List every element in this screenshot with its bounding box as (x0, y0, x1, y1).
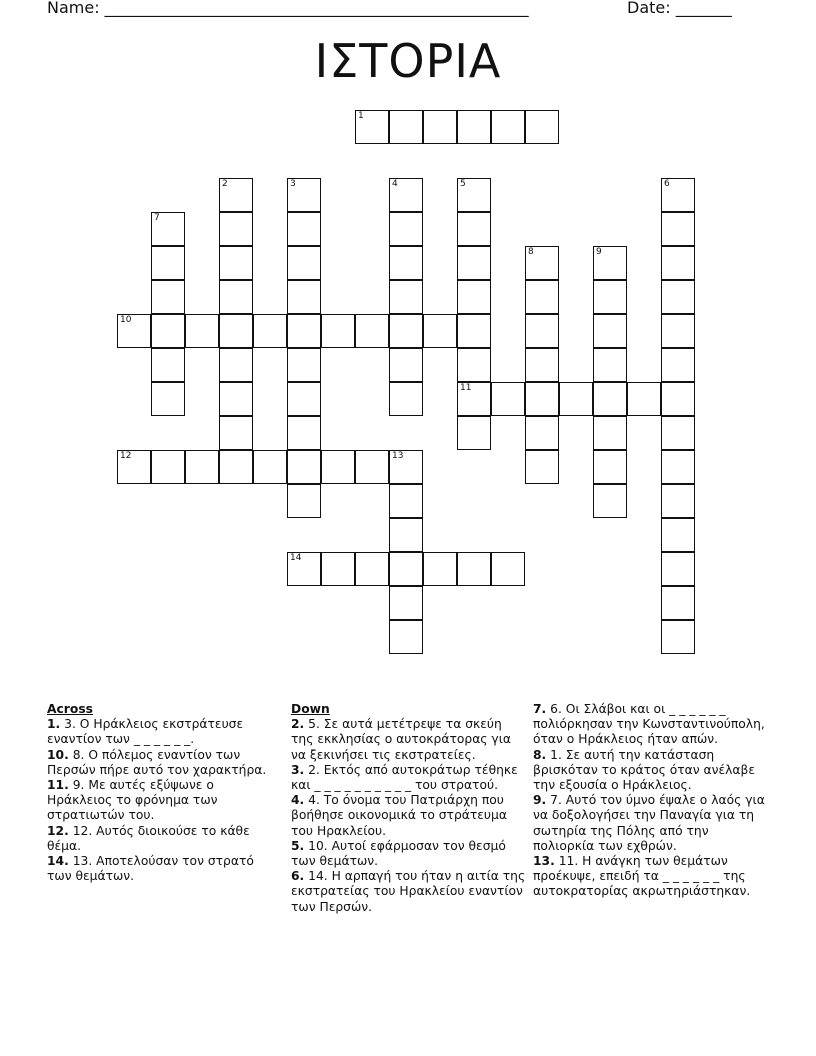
grid-cell[interactable] (525, 280, 559, 314)
clue-item-number: 14. (47, 854, 69, 869)
grid-cell[interactable] (661, 552, 695, 586)
grid-cell[interactable] (423, 314, 457, 348)
grid-cell[interactable] (525, 110, 559, 144)
grid-cell[interactable] (219, 314, 253, 348)
grid-cell[interactable] (219, 348, 253, 382)
clue-item-number: 12. (47, 823, 69, 838)
down-clues (291, 702, 527, 915)
grid-cell[interactable] (661, 586, 695, 620)
grid-cell[interactable] (661, 314, 695, 348)
grid-cell[interactable] (151, 382, 185, 416)
clue-item-text: 12. Αυτός διοικούσε το κάθε θέμα. (47, 823, 250, 853)
clue-item-number: 5. (291, 838, 305, 853)
grid-cell[interactable] (491, 110, 525, 144)
clue-item-number: 6. (291, 869, 305, 884)
grid-cell[interactable] (661, 178, 695, 212)
grid-cell[interactable] (287, 314, 321, 348)
down-clues-continued (533, 702, 771, 900)
grid-cell[interactable] (525, 348, 559, 382)
across-clue-list (47, 717, 275, 884)
grid-cell[interactable] (661, 382, 695, 416)
clue-item (291, 839, 527, 869)
grid-cell[interactable] (219, 416, 253, 450)
down-clue-list (291, 717, 527, 915)
clue-item-text: 5. Σε αυτά μετέτρεψε τα σκεύη της εκκλησίας ο αυτοκράτορας για να ξεκινήσει τις εκστρατείες. (291, 717, 511, 762)
grid-cell[interactable] (661, 280, 695, 314)
grid-cell[interactable] (457, 382, 491, 416)
clue-number: 4 (392, 179, 398, 189)
grid-cell[interactable] (525, 450, 559, 484)
grid-cell[interactable] (593, 348, 627, 382)
grid-cell[interactable] (287, 382, 321, 416)
clue-item-number: 9. (533, 793, 547, 808)
clue-item-number: 13. (533, 854, 555, 869)
grid-cell[interactable] (661, 246, 695, 280)
grid-cell[interactable] (219, 450, 253, 484)
grid-cell[interactable] (389, 178, 423, 212)
clue-item-text: 2. Εκτός από αυτοκράτωρ τέθηκε και _ _ _ _ _ _ _ _ _ _ του στρατού. (291, 762, 518, 793)
grid-cell[interactable] (151, 212, 185, 246)
grid-cell[interactable] (389, 212, 423, 246)
clue-item-number: 1. (47, 717, 61, 732)
clue-item (533, 793, 771, 854)
grid-cell[interactable] (593, 280, 627, 314)
clue-item-number: 10. (47, 747, 69, 762)
clue-number: 12 (120, 451, 132, 461)
grid-cell[interactable] (355, 552, 389, 586)
clue-item (47, 854, 275, 884)
grid-cell[interactable] (389, 246, 423, 280)
grid-cell[interactable] (151, 246, 185, 280)
grid-cell[interactable] (389, 314, 423, 348)
grid-cell[interactable] (389, 484, 423, 518)
grid-cell[interactable] (219, 280, 253, 314)
grid-cell[interactable] (457, 348, 491, 382)
grid-cell[interactable] (117, 450, 151, 484)
clue-item (533, 748, 771, 794)
clue-item-number: 2. (291, 717, 305, 732)
clue-number: 2 (222, 179, 228, 189)
grid-cell[interactable] (117, 314, 151, 348)
grid-cell[interactable] (525, 246, 559, 280)
clue-item-text: 11. Η ανάγκη των θεμάτων προέκυψε, επειδή τα _ _ _ _ _ _ της αυτοκρατορίας ακρωτηριάστηκαν. (533, 854, 751, 899)
grid-cell[interactable] (457, 110, 491, 144)
grid-cell[interactable] (593, 314, 627, 348)
grid-cell[interactable] (287, 416, 321, 450)
grid-cell[interactable] (389, 450, 423, 484)
clue-item-number: 7. (533, 702, 547, 716)
grid-cell[interactable] (287, 552, 321, 586)
grid-cell[interactable] (661, 620, 695, 654)
clue-item (533, 702, 771, 748)
grid-cell[interactable] (457, 552, 491, 586)
grid-cell[interactable] (287, 178, 321, 212)
clue-item-text: 13. Αποτελούσαν τον στρατό των θεμάτων. (47, 854, 254, 884)
clue-item-text: 14. Η αρπαγή του ήταν η αιτία της εκστρατείας του Ηρακλείου εναντίον των Περσών. (291, 869, 526, 914)
clue-item (47, 824, 275, 854)
grid-cell[interactable] (627, 382, 661, 416)
grid-cell[interactable] (593, 484, 627, 518)
grid-cell[interactable] (151, 348, 185, 382)
clue-item-text: 9. Με αυτές εξύψωνε ο Ηράκλειος το φρόνημα των στρατιωτών του. (47, 778, 218, 823)
grid-cell[interactable] (219, 178, 253, 212)
clue-number: 10 (120, 315, 132, 325)
clue-number: 8 (528, 247, 534, 257)
clue-number: 11 (460, 383, 472, 393)
clue-number: 7 (154, 213, 160, 223)
grid-cell[interactable] (321, 314, 355, 348)
across-clues (47, 702, 275, 884)
clue-item (291, 793, 527, 839)
grid-cell[interactable] (457, 314, 491, 348)
grid-cell[interactable] (219, 212, 253, 246)
clue-item (47, 717, 275, 747)
grid-cell[interactable] (593, 416, 627, 450)
page-title: ΙΣΤΟΡΙΑ (314, 34, 502, 88)
grid-cell[interactable] (457, 416, 491, 450)
clue-number: 3 (290, 179, 296, 189)
grid-cell[interactable] (661, 450, 695, 484)
clue-item (47, 778, 275, 824)
grid-cell[interactable] (661, 484, 695, 518)
grid-cell[interactable] (661, 212, 695, 246)
grid-cell[interactable] (593, 246, 627, 280)
grid-cell[interactable] (389, 518, 423, 552)
grid-cell[interactable] (491, 382, 525, 416)
grid-cell[interactable] (661, 348, 695, 382)
clue-number: 5 (460, 179, 466, 189)
grid-cell[interactable] (389, 280, 423, 314)
grid-cell[interactable] (321, 450, 355, 484)
clue-item-text: 1. Σε αυτή την κατάσταση βρισκόταν το κράτος όταν ανέλαβε την εξουσία ο Ηράκλειος. (533, 747, 756, 793)
grid-cell[interactable] (287, 484, 321, 518)
grid-cell[interactable] (423, 110, 457, 144)
date-field-label: Date: _______ (627, 0, 732, 17)
grid-cell[interactable] (389, 552, 423, 586)
clue-number: 6 (664, 179, 670, 189)
grid-cell[interactable] (355, 450, 389, 484)
clue-item-text: 8. Ο πόλεμος εναντίον των Περσών πήρε αυτό τον χαρακτήρα. (47, 747, 267, 777)
grid-cell[interactable] (457, 246, 491, 280)
clue-item-text: 7. Αυτό τον ύμνο έψαλε ο λαός για να δοξολογήσει την Παναγία για τη σωτηρία της Πόλης από την πολιορκία των εχθρών. (533, 793, 765, 853)
clue-item-number: 11. (47, 778, 69, 793)
grid-cell[interactable] (151, 450, 185, 484)
grid-cell[interactable] (185, 450, 219, 484)
grid-cell[interactable] (321, 552, 355, 586)
clue-number: 13 (392, 451, 404, 461)
clue-item (291, 763, 527, 793)
grid-cell[interactable] (287, 348, 321, 382)
grid-cell[interactable] (253, 450, 287, 484)
down-clue-list-continued (533, 702, 771, 900)
grid-cell[interactable] (253, 314, 287, 348)
grid-cell[interactable] (219, 246, 253, 280)
grid-cell[interactable] (525, 314, 559, 348)
grid-cell[interactable] (593, 450, 627, 484)
down-heading: Down (291, 702, 330, 716)
clue-item (291, 869, 527, 915)
clue-item (291, 717, 527, 763)
grid-cell[interactable] (151, 280, 185, 314)
clue-number: 14 (290, 553, 302, 563)
grid-cell[interactable] (151, 314, 185, 348)
name-field-label: Name: _____________________________________________________ (47, 0, 529, 17)
grid-cell[interactable] (525, 416, 559, 450)
grid-cell[interactable] (355, 314, 389, 348)
grid-cell[interactable] (593, 382, 627, 416)
clue-item (47, 748, 275, 778)
grid-cell[interactable] (661, 416, 695, 450)
grid-cell[interactable] (457, 178, 491, 212)
grid-cell[interactable] (287, 450, 321, 484)
grid-cell[interactable] (525, 382, 559, 416)
clue-item (533, 854, 771, 900)
clue-number: 9 (596, 247, 602, 257)
grid-cell[interactable] (219, 382, 253, 416)
grid-cell[interactable] (661, 518, 695, 552)
grid-cell[interactable] (491, 552, 525, 586)
grid-cell[interactable] (457, 280, 491, 314)
grid-cell[interactable] (185, 314, 219, 348)
clue-item-number: 3. (291, 762, 305, 777)
grid-cell[interactable] (287, 280, 321, 314)
grid-cell[interactable] (389, 382, 423, 416)
clue-item-text: 6. Οι Σλάβοι και οι _ _ _ _ _ _ πολιόρκησαν την Κωνσταντινούπολη, όταν ο Ηράκλειος ήταν απών. (533, 702, 765, 747)
clue-item-text: 3. Ο Ηράκλειος εκστράτευσε εναντίον των _ _ _ _ _ _. (47, 717, 244, 747)
clue-item-text: 4. Το όνομα του Πατριάρχη που βοήθησε οικονομικά το στράτευμα του Ηρακλείου. (291, 793, 507, 838)
grid-cell[interactable] (389, 110, 423, 144)
clue-item-number: 4. (291, 793, 305, 808)
grid-cell[interactable] (457, 212, 491, 246)
grid-cell[interactable] (389, 586, 423, 620)
grid-cell[interactable] (559, 382, 593, 416)
grid-cell[interactable] (287, 212, 321, 246)
grid-cell[interactable] (355, 110, 389, 144)
clue-item-text: 10. Αυτοί εφάρμοσαν τον θεσμό των θεμάτων. (291, 838, 506, 869)
grid-cell[interactable] (389, 348, 423, 382)
grid-cell[interactable] (287, 246, 321, 280)
grid-cell[interactable] (423, 552, 457, 586)
clue-item-number: 8. (533, 747, 547, 762)
across-heading: Across (47, 702, 93, 716)
clue-number: 1 (358, 111, 364, 121)
grid-cell[interactable] (389, 620, 423, 654)
